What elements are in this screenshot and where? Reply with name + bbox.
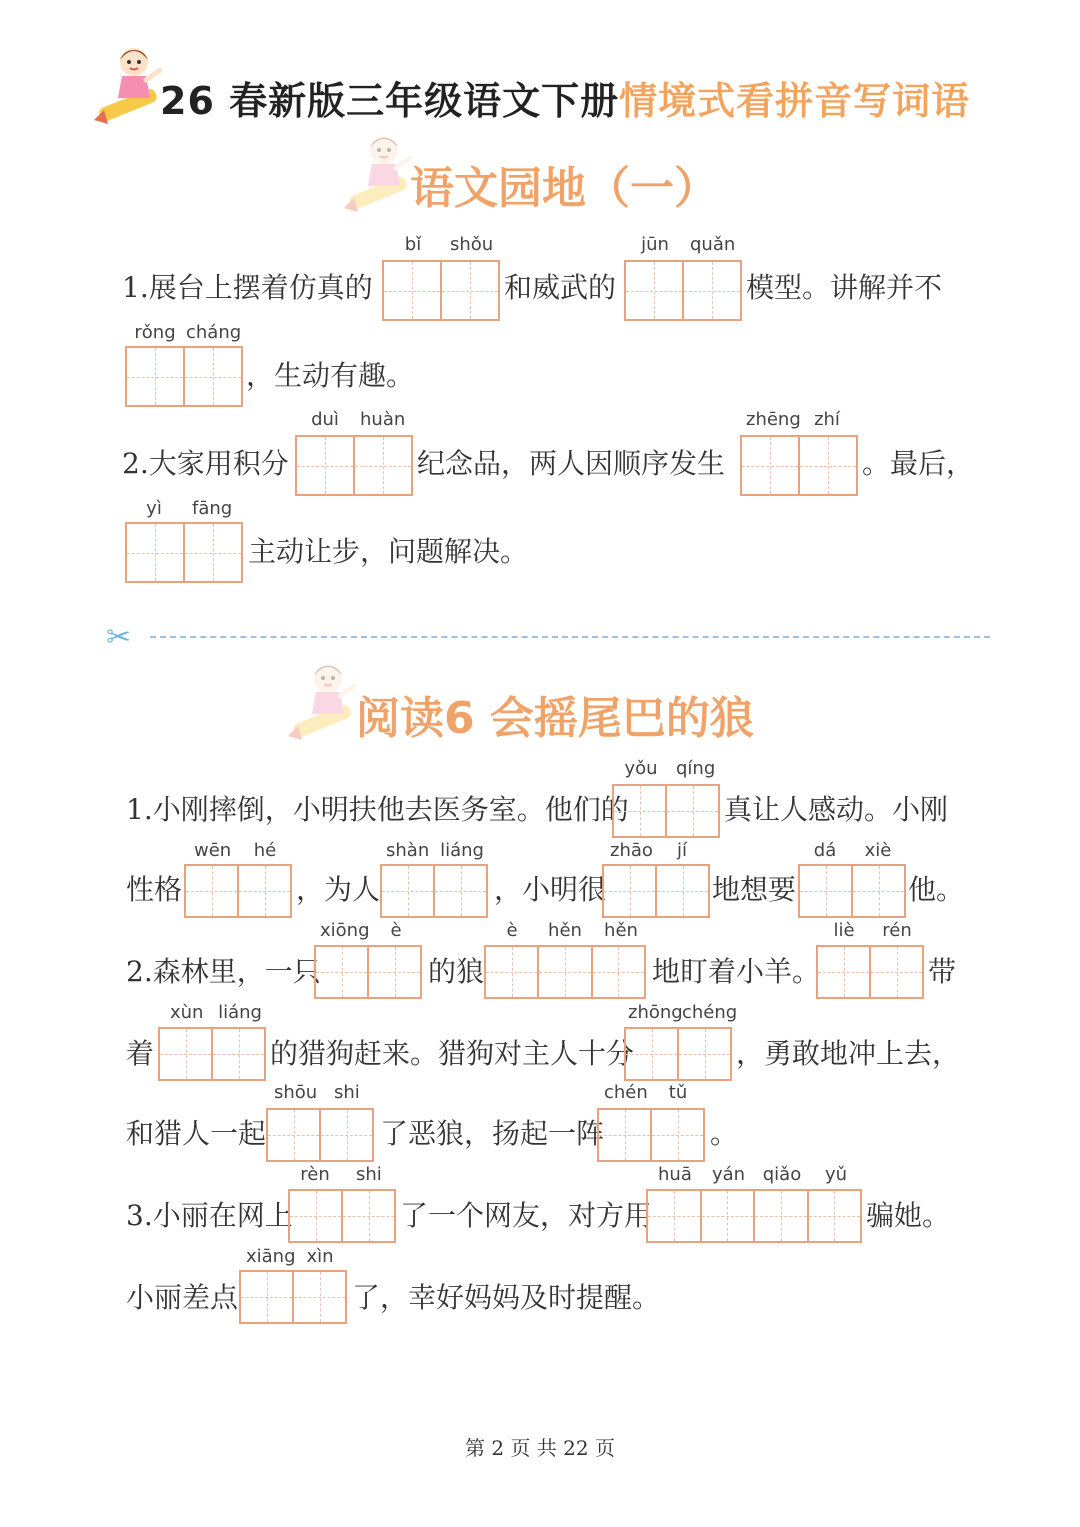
pinyin: tǔ	[668, 1082, 688, 1103]
pinyin: shàn	[386, 840, 430, 861]
pinyin: yì	[146, 498, 162, 519]
pinyin: jūn	[641, 234, 669, 255]
pinyin: cháng	[186, 322, 242, 343]
pinyin: hěn	[604, 920, 638, 941]
answer-box[interactable]	[380, 864, 488, 918]
pinyin: quǎn	[690, 234, 736, 255]
answer-box[interactable]	[125, 522, 243, 583]
s2q1-text-e: ，小明很	[494, 873, 607, 906]
s2q1-text-g: 他。	[908, 873, 965, 906]
answer-box[interactable]	[602, 864, 710, 918]
s1q1-text-d: ，生动有趣。	[246, 359, 415, 392]
answer-box[interactable]	[740, 435, 858, 496]
pinyin: shi	[356, 1164, 382, 1185]
scissors-icon: ✂	[106, 620, 132, 655]
answer-box[interactable]	[646, 1189, 862, 1243]
pinyin: duì	[311, 409, 339, 430]
pinyin: wēn	[194, 840, 232, 861]
s1q2-text-a: 2.大家用积分	[122, 447, 289, 480]
answer-box[interactable]	[266, 1108, 374, 1162]
answer-box[interactable]	[624, 260, 742, 321]
pinyin: xiāng	[246, 1246, 296, 1267]
pinyin: yán	[712, 1164, 746, 1185]
pinyin: jí	[676, 840, 687, 861]
s2q1-text-f: 地想要	[712, 873, 797, 906]
section2-title: 阅读6 会摇尾巴的狼	[356, 693, 754, 744]
answer-box[interactable]	[382, 260, 500, 321]
section2-mascot-icon	[288, 656, 358, 746]
pinyin: hé	[253, 840, 277, 861]
pinyin: qiǎo	[762, 1164, 802, 1185]
answer-box[interactable]	[125, 346, 243, 407]
s2q1-text-a: 1.小刚摔倒，小明扶他去医务室。他们的	[126, 793, 629, 826]
answer-box[interactable]	[484, 945, 646, 999]
answer-box[interactable]	[295, 435, 413, 496]
answer-box[interactable]	[158, 1027, 266, 1081]
pinyin: fāng	[192, 498, 233, 519]
s2q2-text-d: 带	[928, 955, 957, 988]
pinyin: zhāo	[610, 840, 653, 861]
answer-box[interactable]	[288, 1189, 396, 1243]
answer-box[interactable]	[624, 1027, 732, 1081]
s1q1-text-b: 和威武的	[504, 271, 617, 304]
pinyin: shi	[334, 1082, 360, 1103]
s2q1-text-b: 真让人感动。小刚	[724, 793, 949, 826]
s2q2-text-c: 地盯着小羊。	[652, 955, 821, 988]
pinyin: huā	[658, 1164, 692, 1185]
s1q2-text-d: 主动让步，问题解决。	[248, 535, 529, 568]
pinyin: rǒng	[134, 322, 176, 343]
section1-mascot-icon	[344, 128, 414, 218]
pinyin: yǔ	[824, 1164, 848, 1185]
pinyin: xiè	[864, 840, 892, 861]
header-mascot-icon	[94, 40, 164, 130]
pinyin: huàn	[360, 409, 406, 430]
pinyin: chén	[604, 1082, 648, 1103]
pinyin: è	[390, 920, 402, 941]
s2q2-text-h: 和猎人一起	[126, 1117, 267, 1150]
pinyin: rèn	[300, 1164, 330, 1185]
pinyin: bǐ	[404, 234, 422, 255]
pinyin: shōu	[274, 1082, 318, 1103]
pinyin: xiōng	[320, 920, 370, 941]
pinyin: zhí	[814, 409, 840, 430]
s2q3-text-e: 了，幸好妈妈及时提醒。	[352, 1281, 661, 1314]
pinyin: zhēng	[746, 409, 801, 430]
s2q1-text-c: 性格	[126, 873, 183, 906]
s2q2-text-b: 的狼	[428, 955, 485, 988]
s2q3-text-b: 了一个网友，对方用	[400, 1199, 653, 1232]
s2q2-text-a: 2.森林里，一只	[126, 955, 321, 988]
s2q1-text-d: ，为人	[296, 873, 381, 906]
pinyin: zhōng	[628, 1002, 683, 1023]
pinyin: dá	[813, 840, 837, 861]
pinyin: xùn	[170, 1002, 204, 1023]
answer-box[interactable]	[597, 1108, 705, 1162]
pinyin: liáng	[440, 840, 484, 861]
answer-box[interactable]	[184, 864, 292, 918]
section1-title: 语文园地（一）	[410, 163, 718, 214]
pinyin: qíng	[676, 758, 716, 779]
s1q1-text-c: 模型。讲解并不	[746, 271, 943, 304]
header-title	[160, 70, 970, 125]
pinyin: è	[506, 920, 518, 941]
s2q2-text-f: 的猎狗赶来。猎狗对主人十分	[270, 1037, 635, 1070]
s2q2-text-i: 了恶狼，扬起一阵	[380, 1117, 605, 1150]
s2q2-text-g: ，勇敢地冲上去，	[736, 1037, 961, 1070]
page-number: 第 2 页 共 22 页	[465, 1436, 615, 1460]
s1q1-text-a: 1.展台上摆着仿真的	[122, 271, 373, 304]
s1q2-text-b: 纪念品，两人因顺序发生	[417, 447, 726, 480]
pinyin: liáng	[218, 1002, 262, 1023]
pinyin: rén	[882, 920, 912, 941]
pinyin: xìn	[306, 1246, 334, 1267]
header-title-accent: 情境式看拼音写词语	[619, 79, 971, 123]
answer-box[interactable]	[798, 864, 906, 918]
answer-box[interactable]	[816, 945, 924, 999]
s1q2-text-c: 。最后，	[862, 447, 975, 480]
pinyin: yǒu	[624, 758, 658, 779]
answer-box[interactable]	[612, 784, 720, 838]
pinyin: shǒu	[450, 234, 494, 255]
pinyin: liè	[833, 920, 855, 941]
s2q2-text-e: 着	[126, 1037, 155, 1070]
s2q3-text-a: 3.小丽在网上	[126, 1199, 293, 1232]
s2q2-text-j: 。	[710, 1117, 739, 1150]
s2q3-text-c: 骗她。	[866, 1199, 951, 1232]
pinyin: chéng	[682, 1002, 738, 1023]
answer-box[interactable]	[239, 1270, 347, 1324]
answer-box[interactable]	[314, 945, 422, 999]
pinyin: hěn	[548, 920, 582, 941]
s2q3-text-d: 小丽差点	[126, 1281, 239, 1314]
cut-line-divider	[150, 636, 990, 638]
header-title-main: 26 春新版三年级语文下册	[160, 79, 620, 123]
